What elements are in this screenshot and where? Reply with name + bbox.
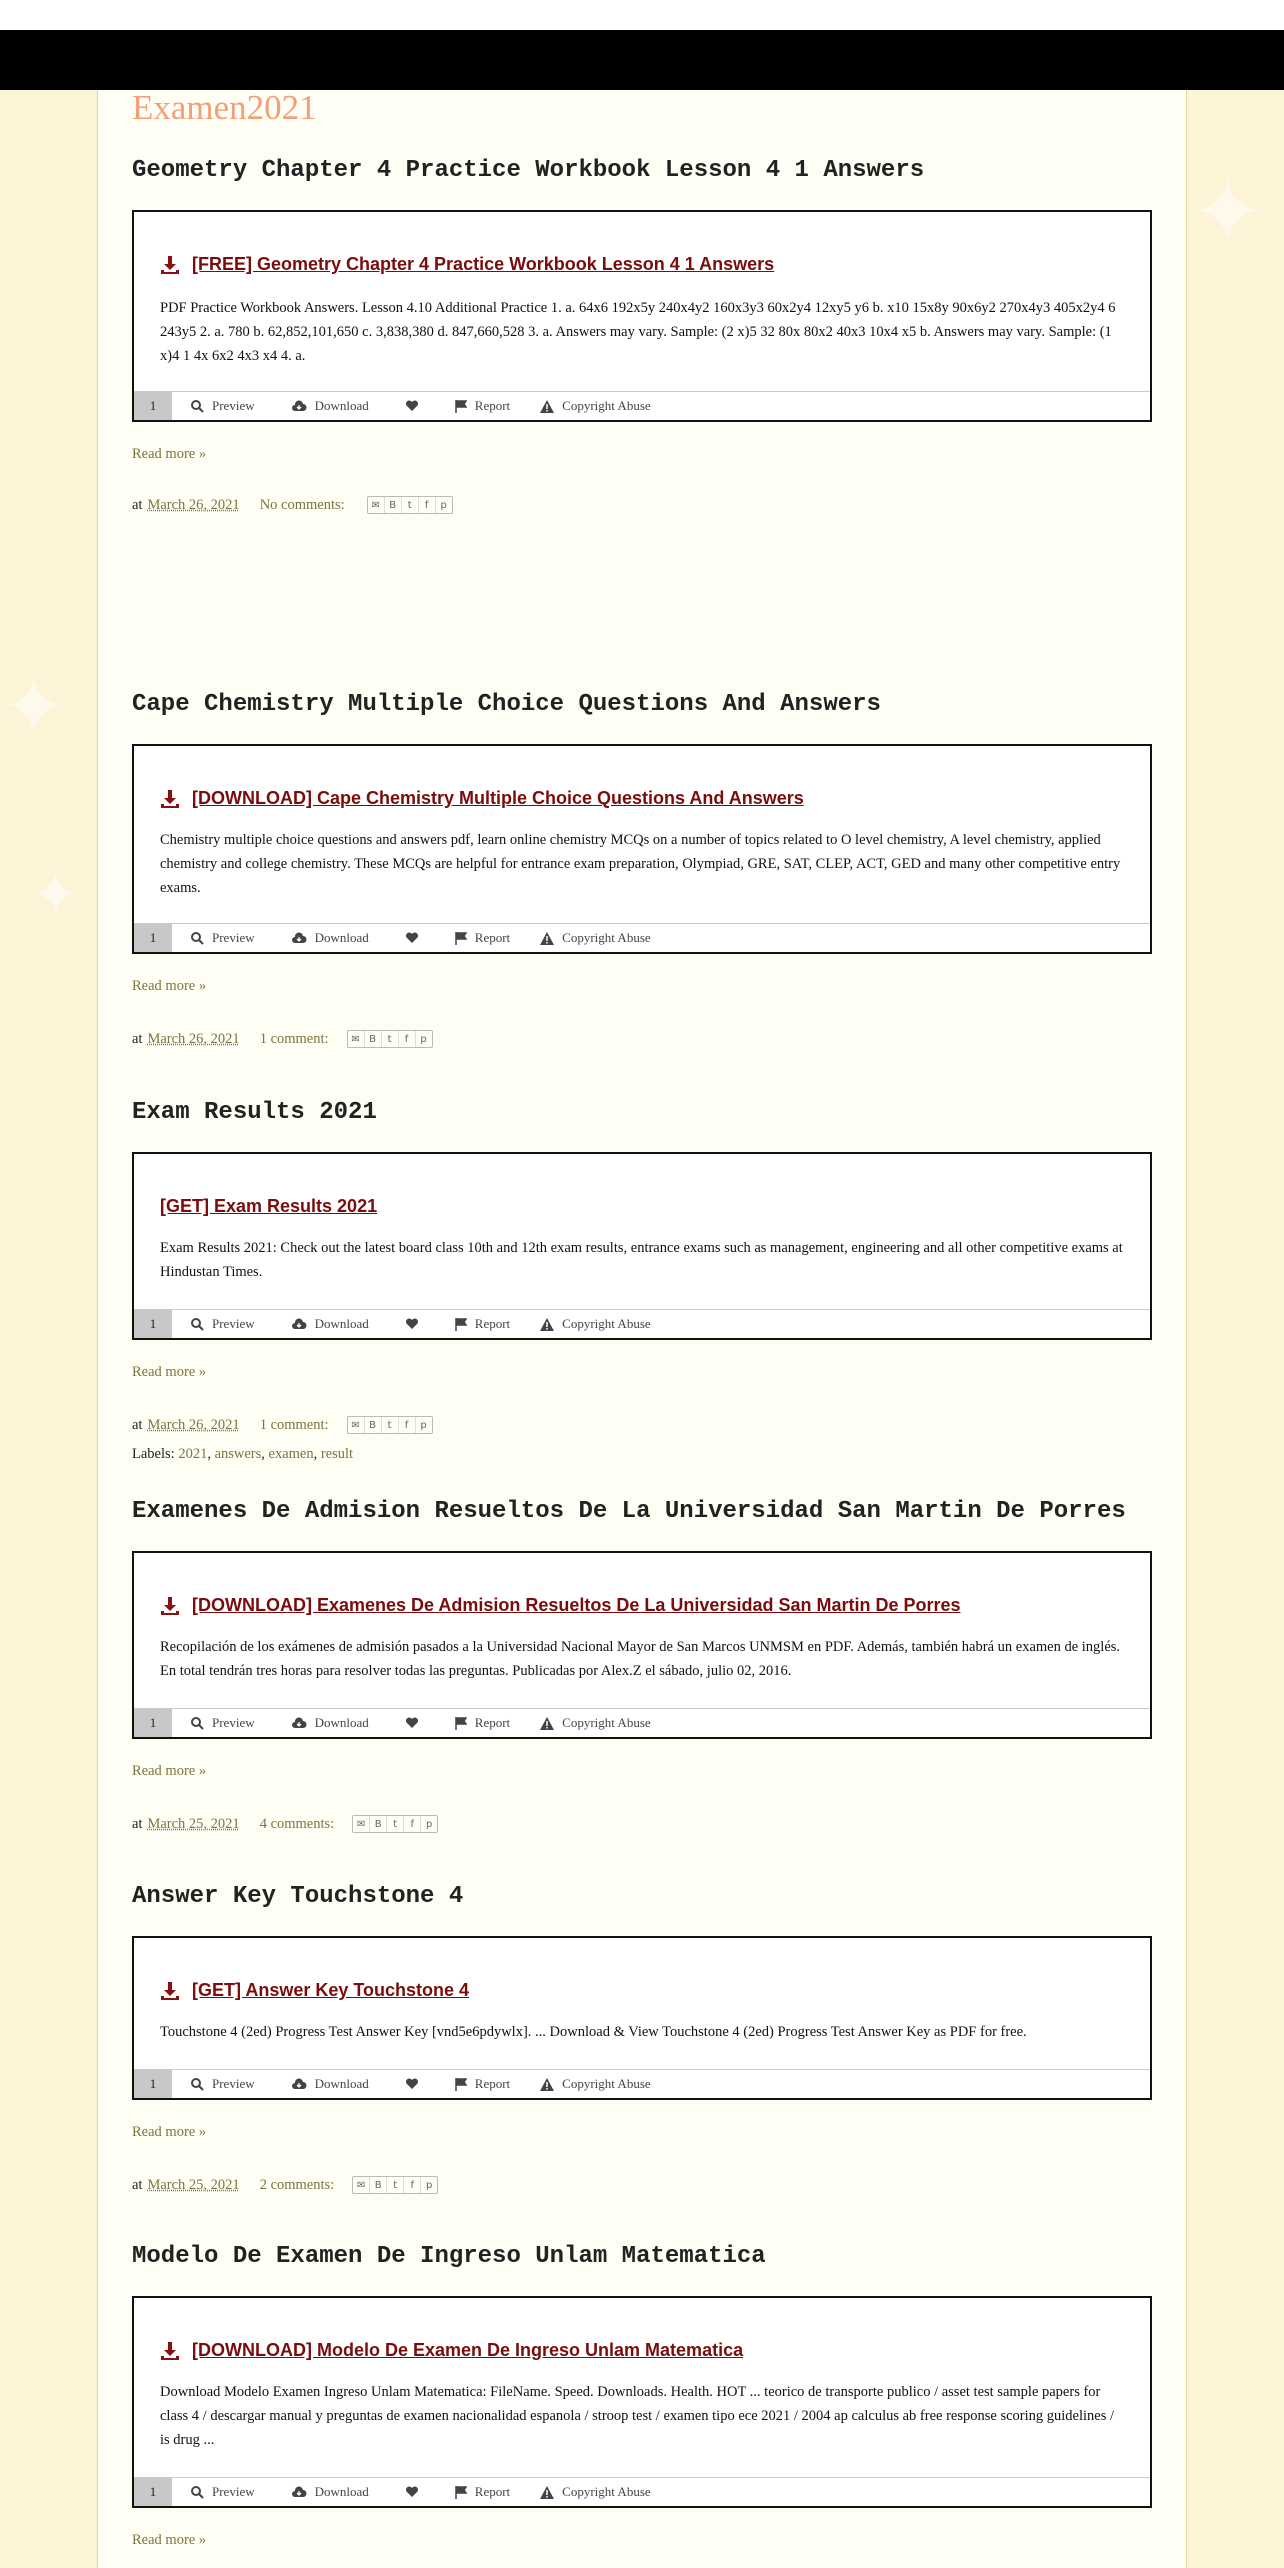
heart-icon [405, 932, 419, 944]
share-buttons [352, 2176, 438, 2194]
search-icon [190, 2485, 204, 2499]
facebook-share-icon[interactable]: f [404, 2177, 421, 2193]
label-link[interactable]: 2021 [178, 1446, 208, 1462]
search-icon [190, 1716, 204, 1730]
download-icon [160, 2341, 180, 2361]
post-date[interactable]: March 25, 2021 [147, 1815, 240, 1832]
read-more-link[interactable]: Read more » [132, 2532, 207, 2548]
like-button[interactable] [405, 932, 427, 944]
like-button[interactable] [405, 1318, 427, 1330]
comments-link[interactable]: 1 comment: [259, 1030, 329, 1047]
post-title[interactable]: Examenes De Admision Resueltos De La Universidad San Martin De Porres [132, 1498, 1126, 1525]
page-number: 1 [134, 392, 172, 420]
download-card [132, 1936, 1152, 2100]
download-icon [160, 1596, 180, 1616]
download-link-text: [GET] Answer Key Touchstone 4 [192, 1980, 470, 2000]
cloud-download-icon [291, 1318, 307, 1330]
blogthis-share-icon[interactable]: B [370, 2177, 387, 2193]
download-button[interactable]: Download [291, 1316, 369, 1332]
email-share-icon[interactable]: ✉ [348, 1417, 365, 1433]
post-description: PDF Practice Workbook Answers. Lesson 4.10 Additional Practice 1. a. 64x6 192x5y 240x4y2 160x3y3 60x2y4 12xy5 y6 b. x10 15x8y 90x6y2 270x4y3 405x2y4 6 243y5 2. a. 780 b. 62,852,101,650 c. 3,838,380 d. 847,660,528 3. a. Answers may vary. Sample: (2 x)5 32 80x 80x2 40x3 10x4 x5 b. Answers may vary. Sample: (1 x)4 1 4x 6x2 4x3 x4 4. a. [160, 300, 1116, 364]
flag-icon [455, 2486, 467, 2499]
heart-icon [405, 2486, 419, 2498]
post-meta: at March 25, 2021 4 comments: ✉ B t f p [132, 1815, 438, 1833]
read-more-link[interactable]: Read more » [132, 1364, 207, 1380]
site-title[interactable]: Examen2021 [132, 88, 317, 127]
email-share-icon[interactable]: ✉ [353, 2177, 370, 2193]
download-link[interactable] [160, 788, 804, 809]
preview-button[interactable]: Preview [190, 398, 255, 414]
share-buttons [347, 1030, 433, 1048]
flag-icon [455, 400, 467, 413]
post [132, 1882, 1152, 2193]
blogthis-share-icon[interactable]: B [365, 1031, 382, 1047]
download-icon [160, 789, 180, 809]
cloud-download-icon [291, 932, 307, 944]
card-toolbar [134, 1309, 1150, 1338]
report-button[interactable]: Report [455, 398, 510, 414]
post [132, 690, 1152, 1047]
card-toolbar [134, 1708, 1150, 1737]
post-description: Touchstone 4 (2ed) Progress Test Answer Key [vnd5e6pdywlx]. ... Download & View Touchstone 4 (2ed) Progress Test Answer Key as PDF for free. [160, 2024, 1027, 2040]
pinterest-share-icon[interactable]: p [440, 499, 447, 511]
card-toolbar [134, 391, 1150, 420]
twitter-share-icon[interactable]: t [387, 2177, 404, 2193]
twitter-share-icon[interactable]: t [387, 1816, 404, 1832]
like-button[interactable] [405, 400, 427, 412]
post-meta: at March 26, 2021 1 comment: ✉ B t f p [132, 1416, 433, 1434]
search-icon [190, 931, 204, 945]
star-decoration: ✦ [30, 860, 81, 930]
card-toolbar [134, 2477, 1150, 2506]
email-share-icon[interactable]: ✉ [348, 1031, 365, 1047]
label-link[interactable]: answers [214, 1446, 262, 1462]
copyright-button[interactable]: Copyright Abuse [540, 1316, 650, 1332]
report-button[interactable]: Report [455, 1316, 510, 1332]
read-more-link[interactable]: Read more » [132, 1763, 207, 1779]
twitter-share-icon[interactable]: t [382, 1417, 399, 1433]
post-meta: at March 26, 2021 1 comment: ✉ B t f p [132, 1030, 433, 1048]
download-card [132, 744, 1152, 954]
read-more-link[interactable]: Read more » [132, 2124, 207, 2140]
card-toolbar [134, 2069, 1150, 2098]
facebook-share-icon[interactable]: f [399, 1417, 416, 1433]
page-number: 1 [134, 924, 172, 952]
facebook-share-icon[interactable]: f [404, 1816, 421, 1832]
page-number: 1 [134, 1310, 172, 1338]
flag-icon [455, 1717, 467, 1730]
download-card [132, 1551, 1152, 1739]
download-link[interactable] [160, 1595, 961, 1616]
top-margin [0, 0, 1284, 30]
cloud-download-icon [291, 2078, 307, 2090]
download-button[interactable]: Download [291, 398, 369, 414]
heart-icon [405, 2078, 419, 2090]
download-link-text: [FREE] Geometry Chapter 4 Practice Workbook Lesson 4 1 Answers [192, 254, 775, 274]
download-link[interactable] [160, 254, 774, 275]
download-icon [160, 1981, 180, 2001]
card-toolbar [134, 923, 1150, 952]
share-buttons [352, 1815, 438, 1833]
facebook-share-icon[interactable]: f [399, 1031, 416, 1047]
pinterest-share-icon[interactable]: p [426, 2179, 433, 2191]
cloud-download-icon [291, 2486, 307, 2498]
heart-icon [405, 400, 419, 412]
twitter-share-icon[interactable]: t [402, 497, 419, 513]
post-date[interactable]: March 26, 2021 [147, 496, 240, 513]
download-button[interactable]: Download [291, 1715, 369, 1731]
search-icon [190, 2077, 204, 2091]
share-buttons [347, 1416, 433, 1434]
download-button[interactable]: Download [291, 2484, 369, 2500]
star-decoration: ✦ [0, 660, 68, 753]
facebook-share-icon[interactable]: f [419, 497, 436, 513]
like-button[interactable] [405, 2486, 427, 2498]
post-description: Download Modelo Examen Ingreso Unlam Matematica: FileName. Speed. Downloads. Health. HOT ... teorico de transporte publico / asset test sample papers for class 4 / descargar manual y preguntas de examen nacionalidad espanola / stroop test / examen tipo ece 2021 / 2004 ap calculus ab free response scoring guidelines / is drug ... [160, 2384, 1115, 2448]
post-labels: Labels: 2021, answers, examen, result [132, 1446, 354, 1462]
search-icon [190, 399, 204, 413]
post-title[interactable]: Geometry Chapter 4 Practice Workbook Lesson 4 1 Answers [132, 157, 925, 184]
warning-icon [540, 400, 554, 413]
label-link[interactable]: result [320, 1446, 354, 1462]
post-title[interactable]: Answer Key Touchstone 4 [132, 1883, 464, 1910]
download-card [132, 210, 1152, 422]
blogthis-share-icon[interactable]: B [365, 1417, 382, 1433]
heart-icon [405, 1717, 419, 1729]
twitter-share-icon[interactable]: t [382, 1031, 399, 1047]
post-description: Exam Results 2021: Check out the latest board class 10th and 12th exam results, entrance exams such as management, engineering and all other competitive exams at Hindustan Times. [160, 1240, 1123, 1280]
email-share-icon[interactable]: ✉ [353, 1816, 370, 1832]
pinterest-share-icon[interactable]: p [420, 1419, 427, 1431]
post-date[interactable]: March 26, 2021 [147, 1416, 240, 1433]
post-title[interactable]: Exam Results 2021 [132, 1099, 377, 1126]
label-link[interactable]: examen [268, 1446, 314, 1462]
preview-button[interactable]: Preview [190, 1715, 255, 1731]
post [132, 1098, 1152, 1462]
flag-icon [455, 2078, 467, 2091]
warning-icon [540, 2078, 554, 2091]
post-meta: at March 26, 2021 No comments: ✉ B t f p [132, 496, 453, 514]
cloud-download-icon [291, 400, 307, 412]
comments-link[interactable]: 2 comments: [259, 2176, 335, 2193]
post-meta: at March 25, 2021 2 comments: ✉ B t f p [132, 2176, 438, 2194]
comments-link[interactable]: 4 comments: [259, 1815, 335, 1832]
download-card [132, 1152, 1152, 1340]
report-button[interactable]: Report [455, 2076, 510, 2092]
pinterest-share-icon[interactable]: p [426, 1818, 433, 1830]
read-more-link[interactable]: Read more » [132, 978, 207, 994]
star-decoration: ✦ [1190, 160, 1266, 265]
like-button[interactable] [405, 2078, 427, 2090]
download-link[interactable] [160, 2340, 743, 2361]
pinterest-share-icon[interactable]: p [420, 1033, 427, 1045]
preview-button[interactable]: Preview [190, 930, 255, 946]
download-link[interactable] [160, 1196, 377, 1217]
flag-icon [455, 932, 467, 945]
post [132, 156, 1152, 513]
preview-button[interactable]: Preview [190, 1316, 255, 1332]
download-icon [160, 255, 180, 275]
download-button[interactable]: Download [291, 930, 369, 946]
post [132, 1497, 1152, 1832]
post-title[interactable]: Cape Chemistry Multiple Choice Questions And Answers [132, 691, 881, 718]
copyright-button[interactable]: Copyright Abuse [540, 1715, 650, 1731]
download-card [132, 2296, 1152, 2508]
email-share-icon[interactable]: ✉ [368, 497, 385, 513]
page-number: 1 [134, 2070, 172, 2098]
post-date[interactable]: March 25, 2021 [147, 2176, 240, 2193]
warning-icon [540, 1318, 554, 1331]
copyright-button[interactable]: Copyright Abuse [540, 930, 650, 946]
post-description: Chemistry multiple choice questions and answers pdf, learn online chemistry MCQs on a number of topics related to O level chemistry, A level chemistry, applied chemistry and college chemistry. These MCQs are helpful for entrance exam preparation, Olympiad, GRE, SAT, CLEP, ACT, GED and many other competitive entry exams. [160, 832, 1121, 896]
preview-button[interactable]: Preview [190, 2484, 255, 2500]
copyright-button[interactable]: Copyright Abuse [540, 2484, 650, 2500]
download-link-text: [DOWNLOAD] Cape Chemistry Multiple Choice Questions And Answers [192, 788, 804, 808]
warning-icon [540, 2486, 554, 2499]
like-button[interactable] [405, 1717, 427, 1729]
blogthis-share-icon[interactable]: B [385, 497, 402, 513]
download-link-text: [DOWNLOAD] Examenes De Admision Resueltos De La Universidad San Martin De Porres [192, 1595, 961, 1615]
warning-icon [540, 1717, 554, 1730]
download-link[interactable] [160, 1980, 469, 2001]
search-icon [190, 1317, 204, 1331]
blogthis-share-icon[interactable]: B [370, 1816, 387, 1832]
download-link-text: [GET] Exam Results 2021 [160, 1196, 378, 1216]
report-button[interactable]: Report [455, 1715, 510, 1731]
share-buttons [367, 496, 453, 514]
copyright-button[interactable]: Copyright Abuse [540, 2076, 650, 2092]
heart-icon [405, 1318, 419, 1330]
post-date[interactable]: March 26, 2021 [147, 1030, 240, 1047]
flag-icon [455, 1318, 467, 1331]
download-link-text: [DOWNLOAD] Modelo De Examen De Ingreso Unlam Matematica [192, 2340, 744, 2360]
comments-link[interactable]: 1 comment: [259, 1416, 329, 1433]
preview-button[interactable]: Preview [190, 2076, 255, 2092]
post [132, 2242, 1152, 2548]
report-button[interactable]: Report [455, 930, 510, 946]
download-button[interactable]: Download [291, 2076, 369, 2092]
warning-icon [540, 932, 554, 945]
post-description: Recopilación de los exámenes de admisión pasados a la Universidad Nacional Mayor de San Marcos UNMSM en PDF. Además, también habrá un examen de inglés. En total tendrán tres horas para resolver todas las preguntas. Publicadas por Alex.Z el sábado, julio 02, 2016. [160, 1639, 1121, 1679]
comments-link[interactable]: No comments: [259, 496, 345, 513]
cloud-download-icon [291, 1717, 307, 1729]
page-number: 1 [134, 1709, 172, 1737]
copyright-button[interactable]: Copyright Abuse [540, 398, 650, 414]
page-number: 1 [134, 2478, 172, 2506]
navbar [0, 30, 1284, 90]
report-button[interactable]: Report [455, 2484, 510, 2500]
post-title[interactable]: Modelo De Examen De Ingreso Unlam Matematica [132, 2243, 766, 2270]
read-more-link[interactable]: Read more » [132, 446, 207, 462]
